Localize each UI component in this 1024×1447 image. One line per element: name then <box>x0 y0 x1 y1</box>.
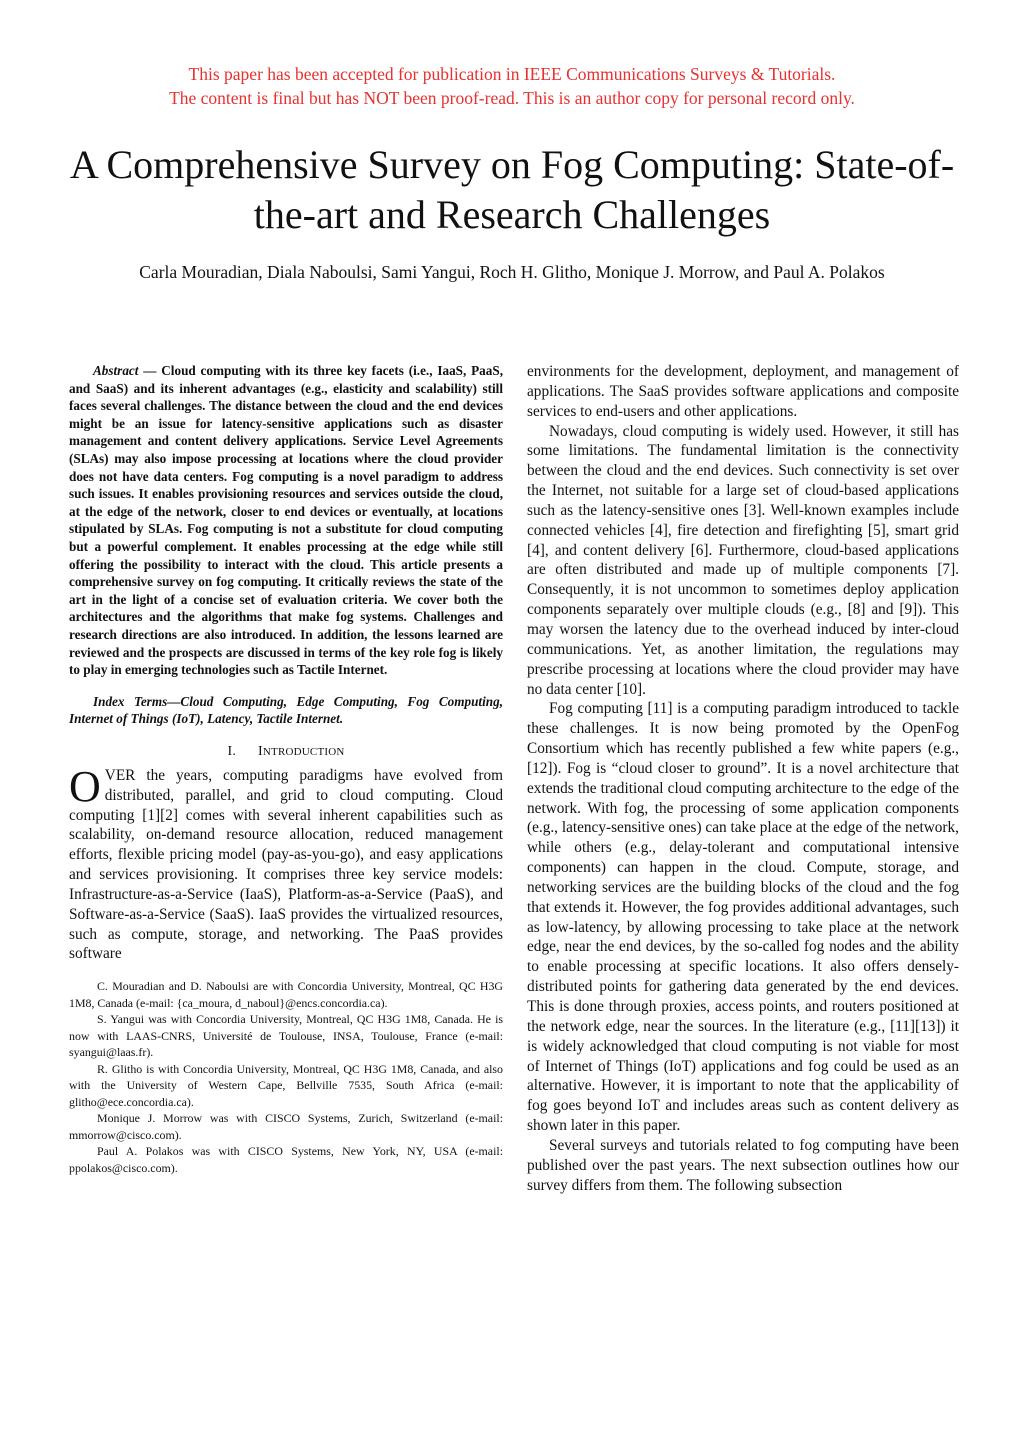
index-terms: Index Terms—Cloud Computing, Edge Computing, Fog Computing, Internet of Things (IoT), Latency, Tactile Internet. <box>69 693 503 727</box>
intro-paragraph <box>69 761 503 964</box>
publication-notice-line-1: This paper has been accepted for publication in IEEE Communications Surveys & Tutorials. <box>188 64 836 84</box>
abstract-separator: — <box>138 363 162 378</box>
intro-text: VER the years, computing paradigms have evolved from distributed, parallel, and grid to cloud computing. Cloud computing [1][2] comes with several inherent capabilities such as scalability, on-demand resource allocation, reduced management efforts, flexible pricing model (pay-as-you-go), and easy applications and services provisioning. It comprises three key service models: Infrastructure-as-a-Service (IaaS), Platform-as-a-Service (PaaS), and Software-as-a-Service (SaaS). IaaS provides the virtualized resources, such as compute, storage, and networking. The PaaS provides software <box>69 766 503 963</box>
author-list: Carla Mouradian, Diala Naboulsi, Sami Yangui, Roch H. Glitho, Monique J. Morrow, and Paul A. Polakos <box>139 262 885 282</box>
section-number: I. <box>227 743 237 759</box>
footnote-item: Monique J. Morrow was with CISCO Systems, Zurich, Switzerland (e-mail: mmorrow@cisco.com). <box>69 1111 503 1142</box>
footnote-item: Paul A. Polakos was with CISCO Systems, New York, NY, USA (e-mail: ppolakos@cisco.com). <box>69 1144 503 1175</box>
abstract-label: Abstract <box>93 363 139 378</box>
right-column <box>527 362 959 1195</box>
publication-notice-line-2: The content is final but has NOT been proof-read. This is an author copy for personal record only. <box>169 88 855 108</box>
abstract <box>69 362 503 679</box>
body-paragraph: environments for the development, deployment, and management of applications. The SaaS provides software applications and composite services to end-users and other applications. <box>527 363 959 420</box>
paper-title: A Comprehensive Survey on Fog Computing: State-of-the-art and Research Challenges <box>69 142 955 237</box>
body-paragraph: Fog computing [11] is a computing paradigm introduced to tackle these challenges. It is now being promoted by the OpenFog Consortium which has recently published a few white papers (e.g., [12]). Fog is “cloud closer to ground”. It is a novel architecture that extends the traditional cloud computing architecture to the edge of the network. With fog, the processing of some application components (e.g., latency-sensitive ones) can take place at the edge of the network, while others (e.g., delay-tolerant and computational intensive components) can happen in the cloud. Compute, storage, and networking services are the building blocks of the cloud and the fog that extends it. However, the fog provides additional advantages, such as low-latency, by allowing processing to take place at the network edge, near the end devices, by the so-called fog nodes and the ability to enable processing at specific locations. It also offers densely-distributed points for gathering data generated by the end devices. This is done through proxies, access points, and routers positioned at the network edge, near the sources. In the literature (e.g., [11][13]) it is widely acknowledged that cloud computing is not viable for most of Internet of Things (IoT) applications and fog could be used as an alternative. However, it is important to note that the applicability of fog goes beyond IoT and includes areas such as content delivery as shown later in this paper. <box>527 700 959 1135</box>
left-column <box>69 362 503 1176</box>
publication-notice <box>0 62 1024 110</box>
section-title-rest: NTRODUCTION <box>262 745 345 758</box>
footnote-item: C. Mouradian and D. Naboulsi are with Concordia University, Montreal, QC H3G 1M8, Canada (e-mail: {ca_moura, d_naboul}@encs.concordia.ca). <box>69 979 503 1010</box>
section-heading-introduction <box>69 742 503 762</box>
abstract-text: Cloud computing with its three key facets (i.e., IaaS, PaaS, and SaaS) and its inherent advantages (e.g., elasticity and scalability) still faces several challenges. The distance between the cloud and the end devices might be an issue for latency-sensitive applications such as disaster management and content delivery applications. Service Level Agreements (SLAs) may also impose processing at locations where the cloud provider does not have data centers. Fog computing is a novel paradigm to address such issues. It enables provisioning resources and services outside the cloud, at the edge of the network, closer to end devices or eventually, at locations stipulated by SLAs. Fog computing is not a substitute for cloud computing but a powerful complement. It enables processing at the edge while still offering the possibility to interact with the cloud. This article presents a comprehensive survey on fog computing. It critically reviews the state of the art in the light of a concise set of evaluation criteria. We cover both the architectures and the algorithms that make fog systems. Challenges and research directions are also introduced. In addition, the lessons learned are reviewed and the prospects are discussed in terms of the key role fog is likely to play in emerging technologies such as Tactile Internet. <box>69 363 503 678</box>
author-footnotes <box>69 978 503 1176</box>
section-title-first-letter: I <box>258 743 263 759</box>
drop-cap: O <box>69 761 101 811</box>
footnote-item: S. Yangui was with Concordia University, Montreal, QC H3G 1M8, Canada. He is now with LAAS-CNRS, Université de Toulouse, INSA, Toulouse, France (e-mail: syangui@laas.fr). <box>69 1012 503 1060</box>
body-paragraph: Several surveys and tutorials related to fog computing have been published over the past years. The next subsection outlines how our survey differs from them. The following subsection <box>527 1136 959 1194</box>
body-paragraph: Nowadays, cloud computing is widely used. However, it still has some limitations. The fundamental limitation is the connectivity between the cloud and the end devices. Such connectivity is set over the Internet, not suitable for a large set of cloud-based applications such as the latency-sensitive ones [3]. Well-known examples include connected vehicles [4], fire detection and firefighting [5], smart grid [4], and content delivery [6]. Furthermore, cloud-based applications are often distributed and made up of multiple components [7]. Consequently, it is not uncommon to sometimes deploy application components separately over multiple clouds (e.g., [8] and [9]). This may worsen the latency due to the overhead induced by inter-cloud communications. Yet, as another limitation, the regulations may prescribe processing at locations where the cloud provider may have no data center [10]. <box>527 422 959 698</box>
footnote-item: R. Glitho is with Concordia University, Montreal, QC H3G 1M8, Canada, and also with the University of Western Cape, Bellville 7535, South Africa (e-mail: glitho@ece.concordia.ca). <box>69 1061 503 1109</box>
